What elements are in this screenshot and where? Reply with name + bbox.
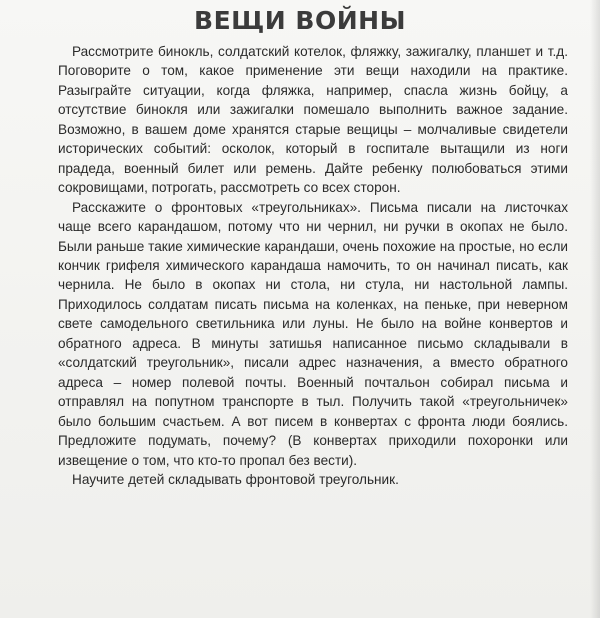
page-title: ВЕЩИ ВОЙНЫ	[194, 6, 406, 35]
paragraph-items-things: Рассмотрите бинокль, солдатский котелок, фляжку, зажигалку, планшет и т.д. Поговорите о том, какое применение эти вещи находили на практике. Разыграйте ситуации, когда фляжка, например, спасла жизнь бойцу, а отсутствие бинокля или зажигалки помешало выполнить важное задание. Возможно, в вашем доме хранятся старые вещицы – молчаливые свидетели исторических событий: осколок, который в госпитале вытащили из ноги прадеда, военный билет или ремень. Дайте ребенку полюбоваться этими сокровищами, потрогать, рассмотреть со всех сторон.	[58, 44, 568, 196]
article-body	[58, 42, 568, 489]
page-edge-shadow	[590, 0, 600, 618]
paragraph-teach-folding: Научите детей складывать фронтовой треугольник.	[72, 471, 399, 487]
paragraph-front-triangles: Расскажите о фронтовых «треугольниках». Письма писали на листочках чаще всего карандашом, потому что ни чернил, ни ручки в окопах не было. Были раньше такие химические карандаши, очень похожие на простые, но если кончик грифеля химического карандаша намочить, то он начинал писать, как чернила. Не было в окопах ни стола, ни стула, ни настольной лампы. Приходилось солдатам писать письма на коленках, на пеньке, при неверном свете самодельного светильника или луны. Не было на войне конвертов и обратного адреса. В минуты затишья написанное письмо складывали в «солдатский треугольник», писали адрес назначения, а вместо обратного адреса – номер полевой почты. Военный почтальон собирал письма и отправлял на попутном транспорте в тыл. Получить такой «треугольничек» было большим счастьем. А вот писем в конвертах с фронта люди боялись. Предложите подумать, почему? (В конвертах приходили похоронки или извещение о том, что кто-то пропал без вести).	[58, 199, 568, 468]
